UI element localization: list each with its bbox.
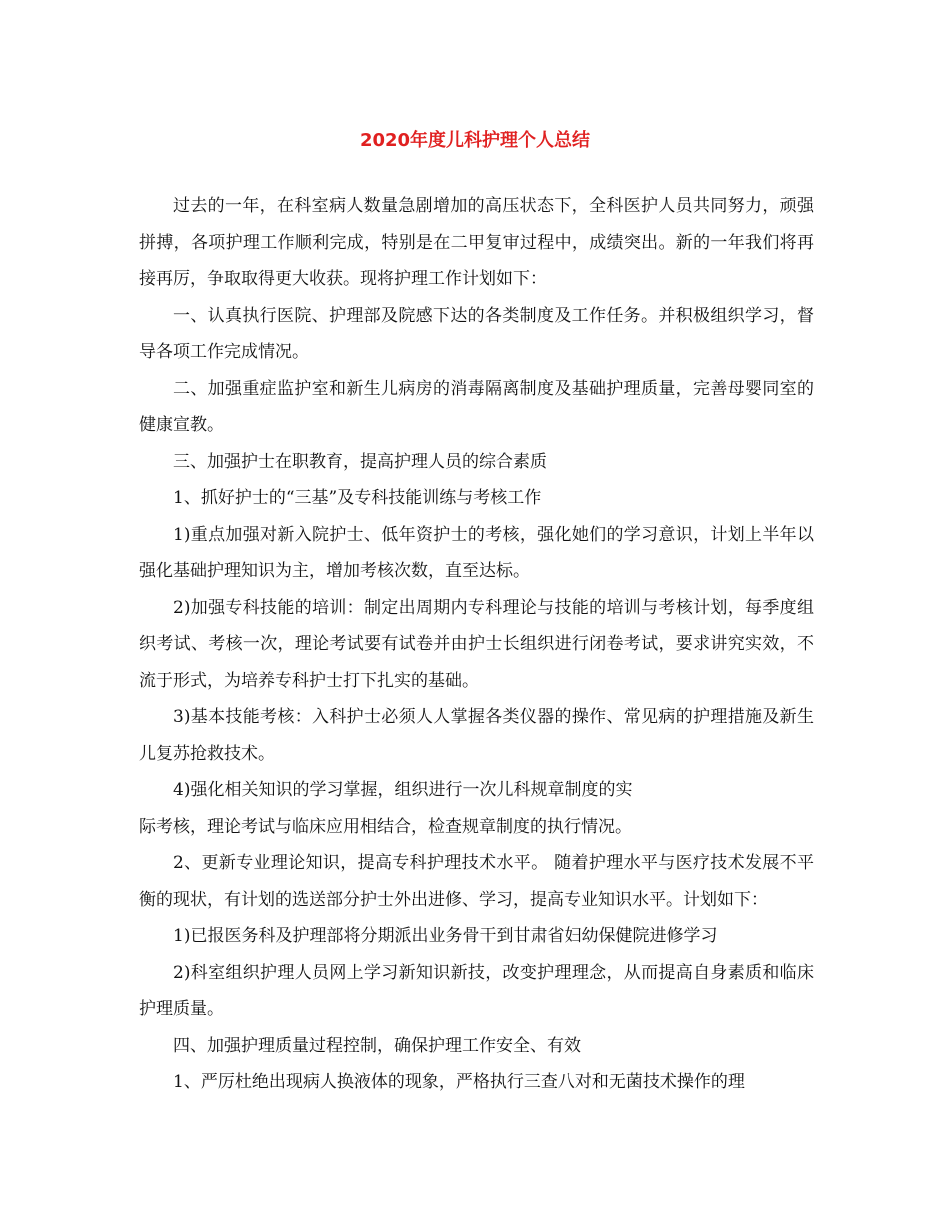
paragraph-subitem-4: 4)强化相关知识的学习掌握，组织进行一次儿科规章制度的实	[173, 780, 633, 800]
paragraph-section-4-item-1: 1、严厉杜绝出现病人换液体的现象，严格执行三查八对和无菌技术操作的理	[173, 1072, 745, 1092]
paragraph-section-4-heading: 四、加强护理质量过程控制，确保护理工作安全、有效	[173, 1035, 581, 1056]
paragraph-subitem-3: 3)基本技能考核：入科护士必须人人掌握各类仪器的操作、常见病的护理措施及新生儿复苏抢救技术。	[139, 707, 814, 764]
paragraph-section-3-heading: 三、加强护士在职教育，提高护理人员的综合素质	[173, 451, 547, 472]
paragraph-section-1: 一、认真执行医院、护理部及院感下达的各类制度及工作任务。并积极组织学习，督导各项工作完成情况。	[139, 305, 814, 362]
document-title: 2020年度儿科护理个人总结	[359, 130, 591, 151]
paragraph-section-2: 二、加强重症监护室和新生儿病房的消毒隔离制度及基础护理质量，完善母婴同室的健康宣教。	[139, 378, 814, 435]
paragraph-intro: 过去的一年，在科室病人数量急剧增加的高压状态下，全科医护人员共同努力，顽强拼搏，各项护理工作顺利完成，特别是在二甲复审过程中，成绩突出。新的一年我们将再接再厉，争取取得更大收获。现将护理工作计划如下：	[139, 196, 814, 289]
paragraph-item-1: 1、抓好护士的“三基”及专科技能训练与考核工作	[173, 488, 542, 508]
paragraph-subitem-4-continued: 际考核，理论考试与临床应用相结合，检查规章制度的执行情况。	[139, 816, 632, 837]
paragraph-subitem-2: 2)加强专科技能的培训：制定出周期内专科理论与技能的培训与考核计划，每季度组织考试、考核一次，理论考试要有试卷并由护士长组织进行闭卷考试，要求讲究实效，不流于形式，为培养专科护士打下扎实的基础。	[139, 597, 814, 691]
paragraph-subitem-1: 1)重点加强对新入院护士、低年资护士的考核，强化她们的学习意识，计划上半年以强化基础护理知识为主，增加考核次数，直至达标。	[139, 524, 814, 581]
paragraph-plan-2: 2)科室组织护理人员网上学习新知识新技，改变护理理念，从而提高自身素质和临床护理质量。	[139, 962, 814, 1019]
paragraph-plan-1: 1)已报医务科及护理部将分期派出业务骨干到甘肃省妇幼保健院进修学习	[173, 926, 718, 946]
document-body	[139, 188, 814, 1101]
paragraph-item-2: 2、更新专业理论知识，提高专科护理技术水平。 随着护理水平与医疗技术发展不平衡的现状，有计划的选送部分护士外出进修、学习，提高专业知识水平。计划如下：	[139, 853, 814, 910]
